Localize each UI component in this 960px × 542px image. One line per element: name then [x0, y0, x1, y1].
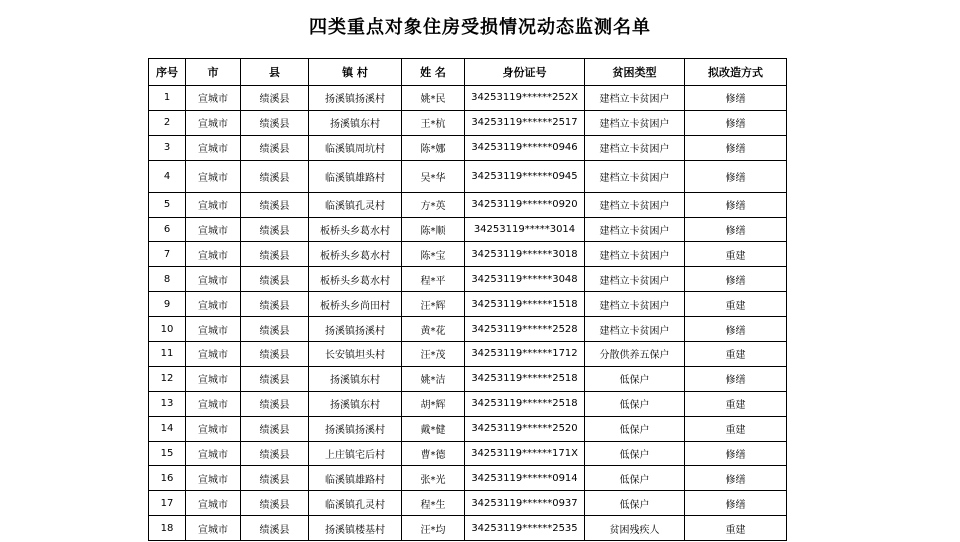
cell-city: 宣城市	[186, 267, 241, 292]
cell-index: 17	[149, 491, 186, 516]
cell-index: 6	[149, 217, 186, 242]
cell-name: 戴*健	[402, 416, 465, 441]
cell-poverty-type: 低保户	[585, 391, 685, 416]
cell-city: 宣城市	[186, 342, 241, 367]
cell-index: 15	[149, 441, 186, 466]
table-row	[149, 86, 787, 111]
cell-poverty-type: 建档立卡贫困户	[585, 242, 685, 267]
cell-poverty-type: 建档立卡贫困户	[585, 217, 685, 242]
page-title: 四类重点对象住房受损情况动态监测名单	[309, 17, 651, 38]
cell-id-number: 34253119******3048	[465, 267, 585, 292]
cell-town-village: 长安镇坦头村	[309, 342, 402, 367]
cell-poverty-type: 低保户	[585, 366, 685, 391]
table-row	[149, 391, 787, 416]
cell-city: 宣城市	[186, 516, 241, 541]
cell-poverty-type: 建档立卡贫困户	[585, 292, 685, 317]
cell-town-village: 板桥头乡尚田村	[309, 292, 402, 317]
cell-town-village: 扬溪镇扬溪村	[309, 317, 402, 342]
cell-poverty-type: 建档立卡贫困户	[585, 110, 685, 135]
header-county: 县	[241, 59, 309, 86]
cell-county: 绩溪县	[241, 366, 309, 391]
cell-poverty-type: 建档立卡贫困户	[585, 86, 685, 111]
header-renovation-method: 拟改造方式	[685, 59, 787, 86]
cell-renovation-method: 修缮	[685, 267, 787, 292]
table-row	[149, 466, 787, 491]
cell-county: 绩溪县	[241, 217, 309, 242]
cell-name: 汪*辉	[402, 292, 465, 317]
table-row	[149, 342, 787, 367]
cell-renovation-method: 重建	[685, 416, 787, 441]
cell-county: 绩溪县	[241, 292, 309, 317]
cell-name: 王*杭	[402, 110, 465, 135]
cell-renovation-method: 修缮	[685, 135, 787, 160]
table-row	[149, 242, 787, 267]
cell-county: 绩溪县	[241, 491, 309, 516]
table-row	[149, 267, 787, 292]
cell-name: 汪*均	[402, 516, 465, 541]
header-index: 序号	[149, 59, 186, 86]
cell-poverty-type: 低保户	[585, 441, 685, 466]
cell-county: 绩溪县	[241, 416, 309, 441]
cell-town-village: 扬溪镇扬溪村	[309, 86, 402, 111]
header-town-village: 镇 村	[309, 59, 402, 86]
cell-renovation-method: 修缮	[685, 491, 787, 516]
cell-index: 3	[149, 135, 186, 160]
cell-id-number: 34253119******2520	[465, 416, 585, 441]
cell-id-number: 34253119******2528	[465, 317, 585, 342]
cell-city: 宣城市	[186, 160, 241, 192]
cell-id-number: 34253119******2518	[465, 391, 585, 416]
cell-poverty-type: 建档立卡贫困户	[585, 135, 685, 160]
cell-city: 宣城市	[186, 466, 241, 491]
cell-id-number: 34253119******2518	[465, 366, 585, 391]
cell-name: 吴*华	[402, 160, 465, 192]
table-row	[149, 110, 787, 135]
cell-renovation-method: 修缮	[685, 441, 787, 466]
cell-index: 1	[149, 86, 186, 111]
table-row	[149, 441, 787, 466]
cell-city: 宣城市	[186, 135, 241, 160]
cell-index: 10	[149, 317, 186, 342]
cell-name: 曹*德	[402, 441, 465, 466]
cell-city: 宣城市	[186, 366, 241, 391]
cell-town-village: 临溪镇雄路村	[309, 466, 402, 491]
cell-name: 姚*民	[402, 86, 465, 111]
cell-city: 宣城市	[186, 292, 241, 317]
cell-county: 绩溪县	[241, 160, 309, 192]
cell-name: 程*平	[402, 267, 465, 292]
table-row	[149, 491, 787, 516]
table-row	[149, 516, 787, 541]
cell-town-village: 板桥头乡葛水村	[309, 217, 402, 242]
cell-index: 7	[149, 242, 186, 267]
cell-index: 2	[149, 110, 186, 135]
cell-id-number: 34253119******1712	[465, 342, 585, 367]
cell-city: 宣城市	[186, 317, 241, 342]
cell-name: 程*生	[402, 491, 465, 516]
cell-index: 14	[149, 416, 186, 441]
cell-city: 宣城市	[186, 86, 241, 111]
cell-county: 绩溪县	[241, 110, 309, 135]
cell-index: 9	[149, 292, 186, 317]
table-row	[149, 366, 787, 391]
table-row	[149, 292, 787, 317]
cell-renovation-method: 重建	[685, 342, 787, 367]
cell-index: 5	[149, 192, 186, 217]
table-row	[149, 160, 787, 192]
cell-poverty-type: 低保户	[585, 466, 685, 491]
cell-renovation-method: 重建	[685, 516, 787, 541]
cell-index: 12	[149, 366, 186, 391]
cell-city: 宣城市	[186, 242, 241, 267]
cell-name: 汪*茂	[402, 342, 465, 367]
cell-renovation-method: 修缮	[685, 86, 787, 111]
cell-town-village: 临溪镇雄路村	[309, 160, 402, 192]
cell-renovation-method: 修缮	[685, 110, 787, 135]
monitoring-table	[148, 58, 787, 541]
cell-name: 黄*花	[402, 317, 465, 342]
cell-poverty-type: 建档立卡贫困户	[585, 267, 685, 292]
cell-id-number: 34253119*****3014	[465, 217, 585, 242]
cell-index: 18	[149, 516, 186, 541]
cell-county: 绩溪县	[241, 342, 309, 367]
header-city: 市	[186, 59, 241, 86]
cell-renovation-method: 修缮	[685, 217, 787, 242]
table-row	[149, 192, 787, 217]
cell-id-number: 34253119******3018	[465, 242, 585, 267]
cell-renovation-method: 重建	[685, 242, 787, 267]
cell-index: 8	[149, 267, 186, 292]
cell-poverty-type: 建档立卡贫困户	[585, 317, 685, 342]
cell-town-village: 临溪镇孔灵村	[309, 192, 402, 217]
cell-county: 绩溪县	[241, 135, 309, 160]
cell-id-number: 34253119******2535	[465, 516, 585, 541]
header-id-number: 身份证号	[465, 59, 585, 86]
cell-county: 绩溪县	[241, 86, 309, 111]
cell-renovation-method: 修缮	[685, 317, 787, 342]
cell-name: 陈*顺	[402, 217, 465, 242]
cell-id-number: 34253119******252X	[465, 86, 585, 111]
cell-id-number: 34253119******2517	[465, 110, 585, 135]
cell-name: 陈*宝	[402, 242, 465, 267]
cell-poverty-type: 贫困残疾人	[585, 516, 685, 541]
cell-id-number: 34253119******0937	[465, 491, 585, 516]
cell-renovation-method: 修缮	[685, 160, 787, 192]
cell-index: 11	[149, 342, 186, 367]
cell-town-village: 扬溪镇东村	[309, 391, 402, 416]
cell-renovation-method: 重建	[685, 391, 787, 416]
cell-county: 绩溪县	[241, 317, 309, 342]
cell-county: 绩溪县	[241, 391, 309, 416]
cell-city: 宣城市	[186, 110, 241, 135]
cell-name: 姚*洁	[402, 366, 465, 391]
cell-town-village: 扬溪镇扬溪村	[309, 416, 402, 441]
cell-city: 宣城市	[186, 491, 241, 516]
header-name: 姓 名	[402, 59, 465, 86]
cell-renovation-method: 修缮	[685, 192, 787, 217]
cell-city: 宣城市	[186, 441, 241, 466]
cell-name: 张*光	[402, 466, 465, 491]
cell-town-village: 临溪镇孔灵村	[309, 491, 402, 516]
cell-city: 宣城市	[186, 192, 241, 217]
cell-county: 绩溪县	[241, 441, 309, 466]
table-row	[149, 416, 787, 441]
cell-town-village: 板桥头乡葛水村	[309, 267, 402, 292]
cell-id-number: 34253119******0914	[465, 466, 585, 491]
cell-county: 绩溪县	[241, 192, 309, 217]
cell-name: 陈*娜	[402, 135, 465, 160]
cell-city: 宣城市	[186, 416, 241, 441]
cell-city: 宣城市	[186, 217, 241, 242]
cell-id-number: 34253119******1518	[465, 292, 585, 317]
cell-poverty-type: 建档立卡贫困户	[585, 160, 685, 192]
cell-renovation-method: 重建	[685, 292, 787, 317]
cell-county: 绩溪县	[241, 466, 309, 491]
cell-county: 绩溪县	[241, 516, 309, 541]
table-row	[149, 135, 787, 160]
cell-index: 13	[149, 391, 186, 416]
cell-town-village: 扬溪镇东村	[309, 366, 402, 391]
cell-index: 16	[149, 466, 186, 491]
cell-county: 绩溪县	[241, 267, 309, 292]
cell-id-number: 34253119******0946	[465, 135, 585, 160]
cell-city: 宣城市	[186, 391, 241, 416]
header-row	[149, 59, 787, 86]
cell-name: 方*英	[402, 192, 465, 217]
cell-renovation-method: 修缮	[685, 466, 787, 491]
cell-county: 绩溪县	[241, 242, 309, 267]
header-poverty-type: 贫困类型	[585, 59, 685, 86]
cell-poverty-type: 低保户	[585, 416, 685, 441]
cell-id-number: 34253119******0920	[465, 192, 585, 217]
cell-town-village: 扬溪镇东村	[309, 110, 402, 135]
cell-town-village: 扬溪镇楼基村	[309, 516, 402, 541]
cell-town-village: 板桥头乡葛水村	[309, 242, 402, 267]
cell-index: 4	[149, 160, 186, 192]
cell-town-village: 临溪镇周坑村	[309, 135, 402, 160]
cell-id-number: 34253119******171X	[465, 441, 585, 466]
cell-name: 胡*辉	[402, 391, 465, 416]
table-row	[149, 317, 787, 342]
cell-poverty-type: 建档立卡贫困户	[585, 192, 685, 217]
cell-poverty-type: 低保户	[585, 491, 685, 516]
cell-town-village: 上庄镇宅后村	[309, 441, 402, 466]
cell-renovation-method: 修缮	[685, 366, 787, 391]
cell-id-number: 34253119******0945	[465, 160, 585, 192]
table-row	[149, 217, 787, 242]
cell-poverty-type: 分散供养五保户	[585, 342, 685, 367]
